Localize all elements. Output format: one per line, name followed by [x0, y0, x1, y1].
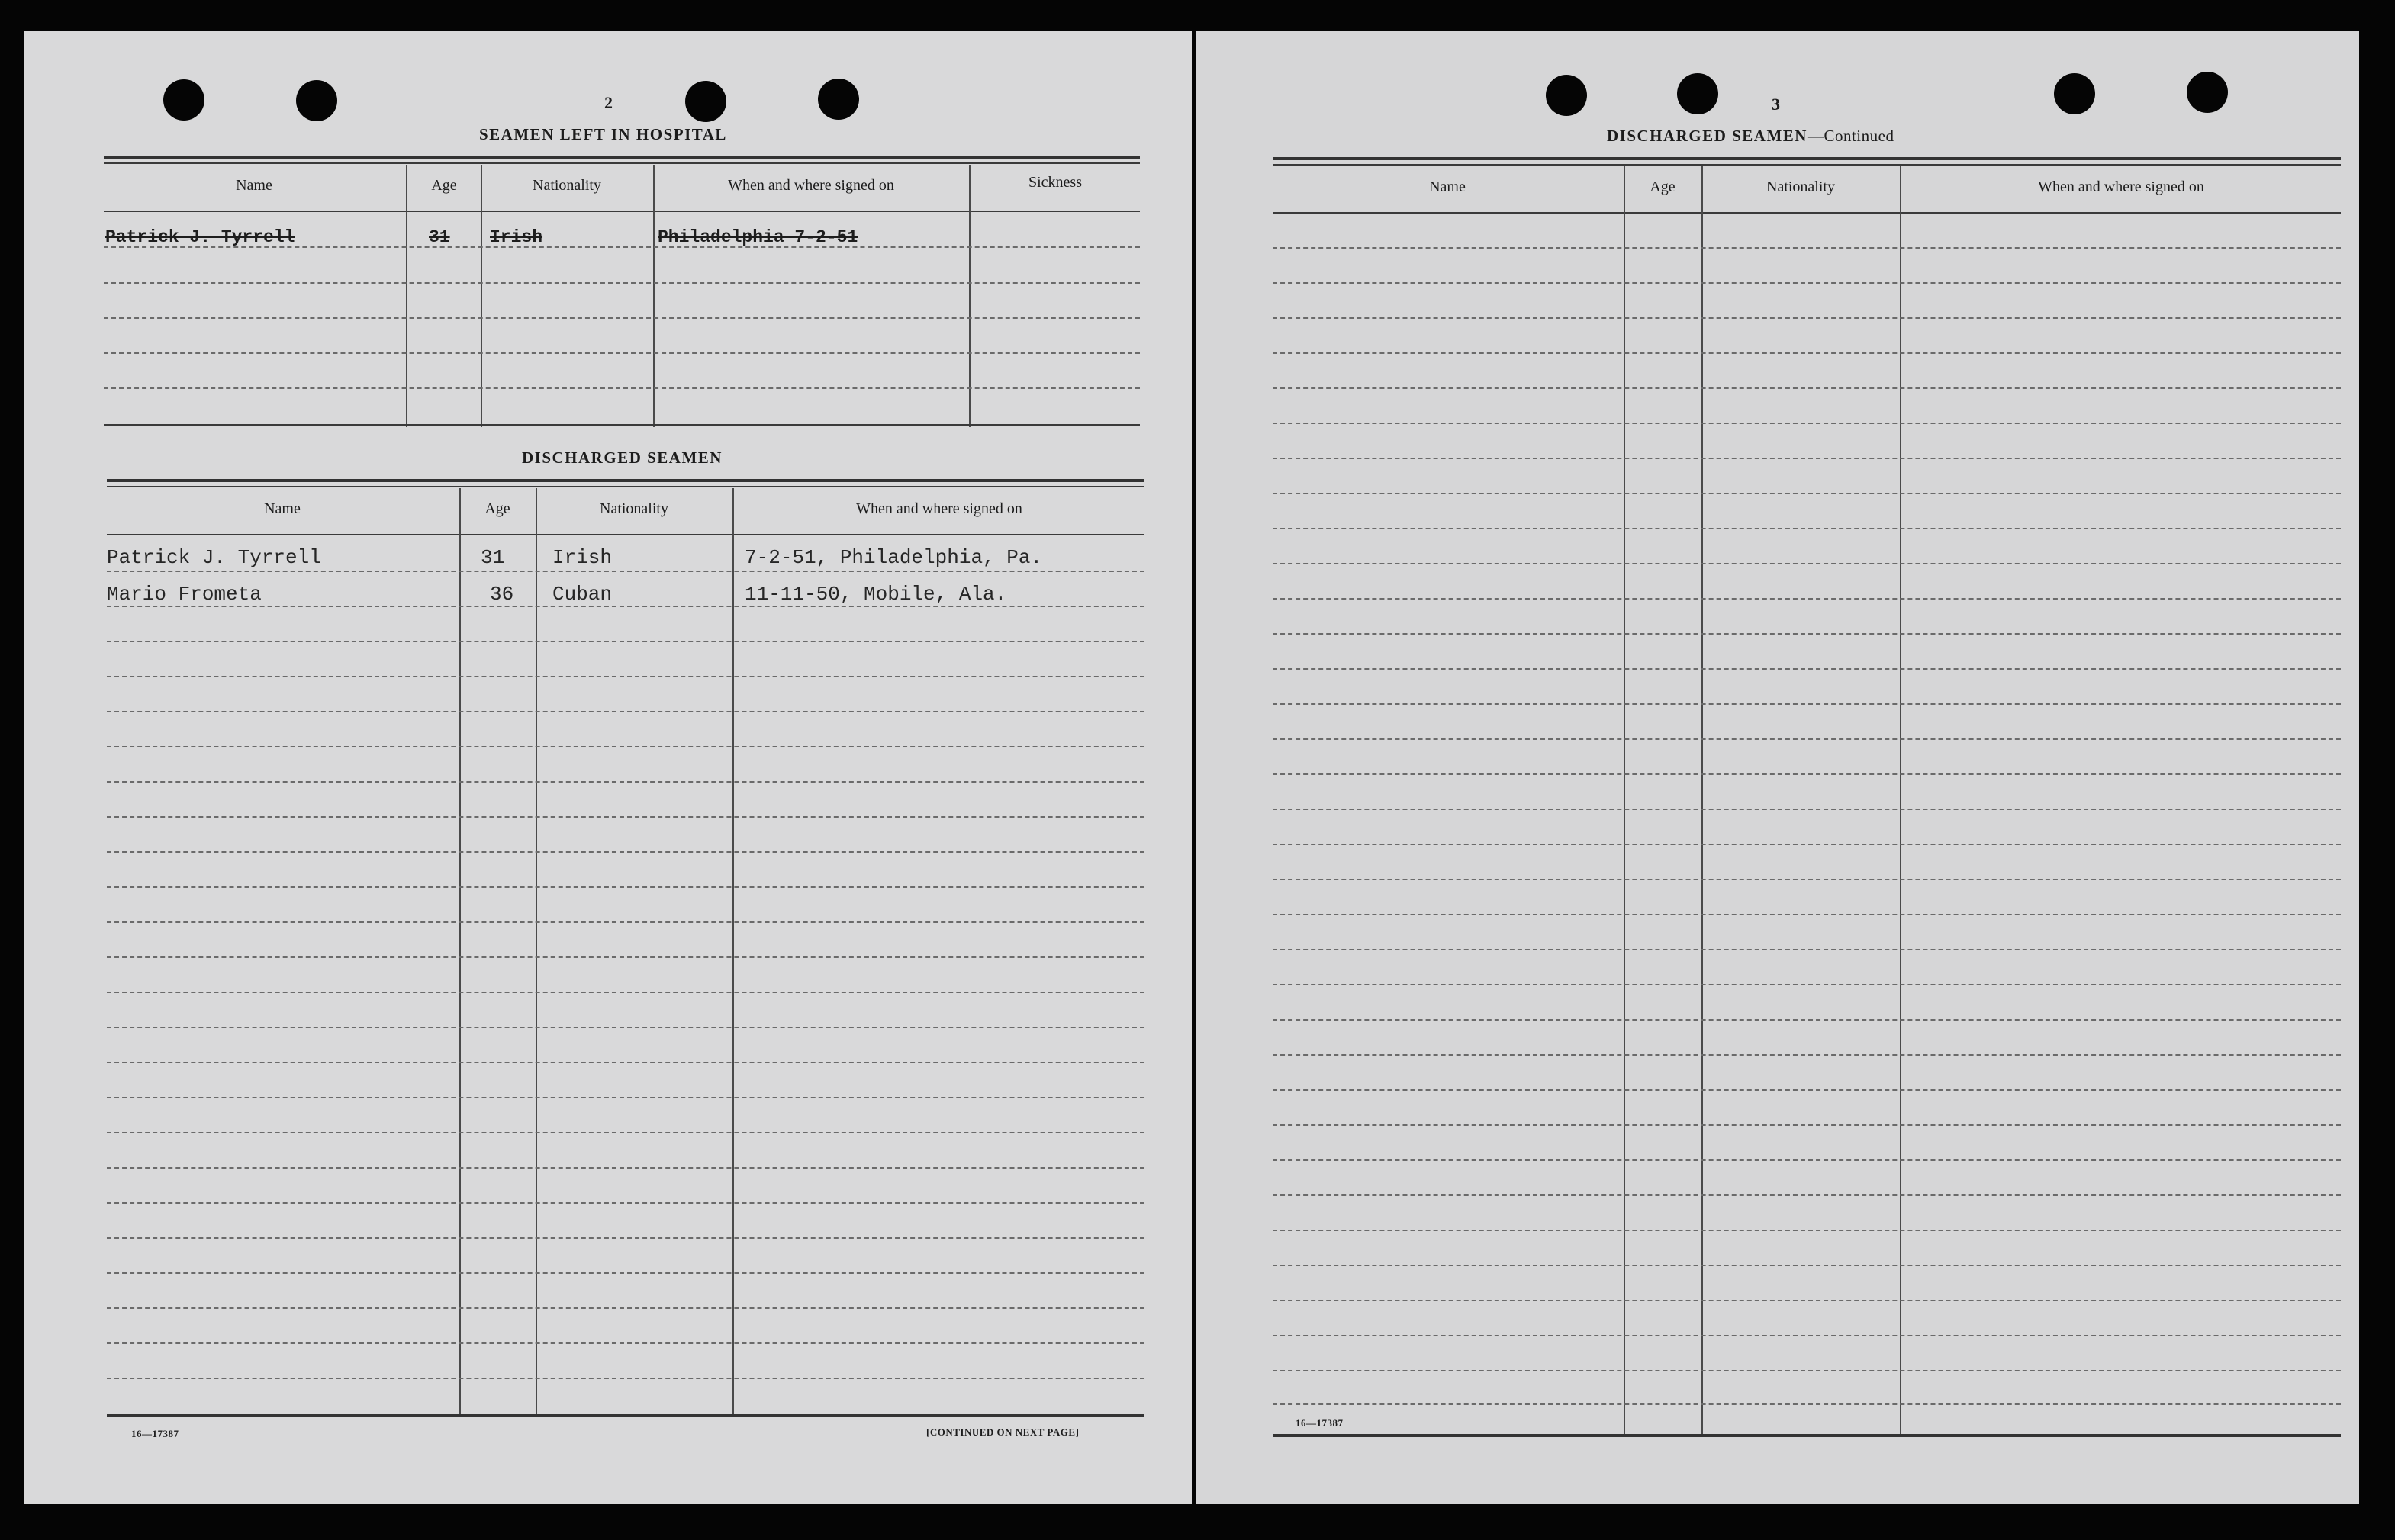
right-page	[1196, 31, 2359, 1504]
col-header-age: Age	[1650, 178, 1676, 195]
seaman-age: 36	[490, 583, 514, 606]
form-number: 16—17387	[131, 1428, 179, 1439]
col-header-signed-on: When and where signed on	[2038, 178, 2204, 195]
punch-hole	[2187, 72, 2228, 113]
seaman-signed-on: 11-11-50, Mobile, Ala.	[745, 583, 1007, 606]
col-header-age: Age	[431, 177, 457, 194]
page-number: 2	[604, 93, 613, 112]
struck-nationality: Irish	[490, 227, 543, 247]
col-header-nationality: Nationality	[533, 177, 601, 194]
left-page	[24, 31, 1192, 1504]
punch-hole	[1677, 73, 1718, 114]
col-header-sickness: Sickness	[1028, 174, 1082, 191]
struck-signed-on: Philadelphia 7-2-51	[658, 227, 858, 247]
seaman-age: 31	[481, 546, 505, 569]
punch-hole	[1546, 75, 1587, 116]
col-header-signed-on: When and where signed on	[728, 177, 894, 194]
punch-hole	[296, 80, 337, 121]
col-header-name: Name	[1429, 178, 1466, 195]
punch-hole	[2054, 73, 2095, 114]
seaman-name: Patrick J. Tyrrell	[107, 546, 321, 569]
seaman-name: Mario Frometa	[107, 583, 262, 606]
form-number: 16—17387	[1296, 1417, 1344, 1429]
col-header-nationality: Nationality	[1766, 178, 1835, 195]
col-header-name: Name	[264, 500, 301, 517]
punch-hole	[685, 81, 726, 122]
col-header-age: Age	[484, 500, 510, 517]
struck-name: Patrick J. Tyrrell	[105, 227, 295, 247]
col-header-nationality: Nationality	[600, 500, 668, 517]
discharged-title: DISCHARGED SEAMEN	[522, 448, 723, 467]
punch-hole	[818, 79, 859, 120]
seaman-signed-on: 7-2-51, Philadelphia, Pa.	[745, 546, 1043, 569]
punch-hole	[163, 79, 204, 121]
hospital-title: SEAMEN LEFT IN HOSPITAL	[479, 125, 727, 143]
seaman-nationality: Irish	[552, 546, 613, 569]
col-header-name: Name	[236, 177, 272, 194]
discharged-continued-title: DISCHARGED SEAMEN—Continued	[1607, 127, 1894, 145]
page-number: 3	[1772, 95, 1781, 114]
struck-age: 31	[429, 227, 450, 247]
continued-note: [CONTINUED ON NEXT PAGE]	[926, 1426, 1080, 1438]
seaman-nationality: Cuban	[552, 583, 613, 606]
col-header-signed-on: When and where signed on	[856, 500, 1022, 517]
